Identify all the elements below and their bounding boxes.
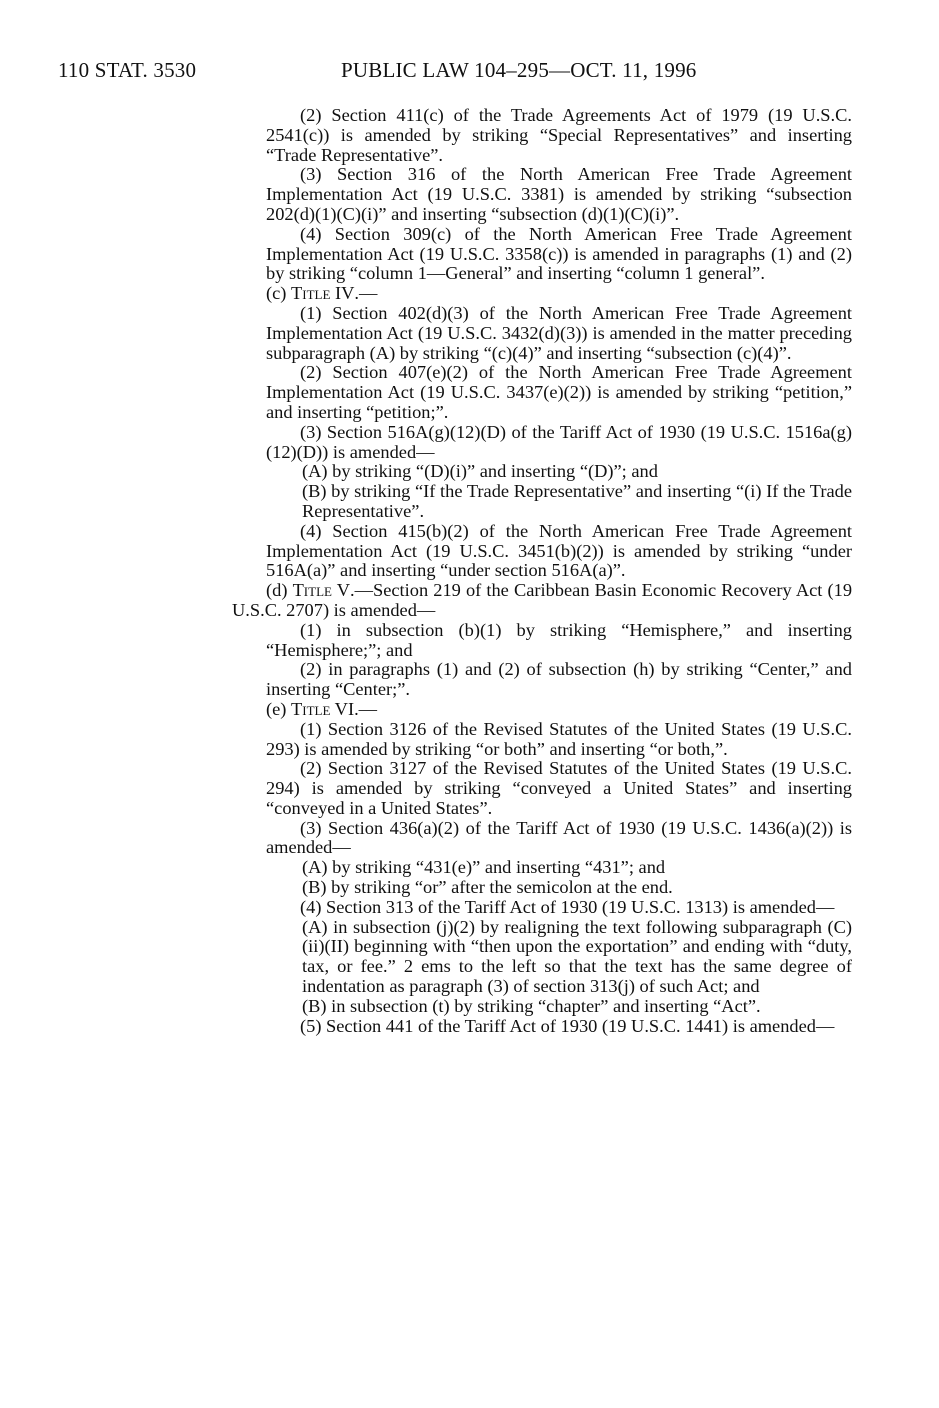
paragraph: (1) in subsection (b)(1) by striking “Hemisphere,” and inserting “Hemisphere;”; and xyxy=(266,619,852,660)
paragraph: (4) Section 313 of the Tariff Act of 1930 (19 U.S.C. 1313) is amended— xyxy=(300,896,835,917)
section-heading: (d) Title V.—Section 219 of the Caribbean Basin Economic Recovery Act (19 U.S.C. 2707) is amended— xyxy=(232,580,853,620)
paragraph: (4) Section 309(c) of the North American Free Trade Agreement Implementation Act (19 U.S.C. 3358(c)) is amended in paragraphs (1) and (2) by striking “column 1—General” and inserting “column 1 general”. xyxy=(266,223,852,284)
subparagraph: (B) in subsection (t) by striking “chapter” and inserting “Act”. xyxy=(302,995,761,1016)
subparagraph: (A) by striking “431(e)” and inserting “431”; and xyxy=(302,857,666,878)
paragraph: (3) Section 516A(g)(12)(D) of the Tariff Act of 1930 (19 U.S.C. 1516a(g)(12)(D)) is amended— xyxy=(266,421,852,462)
statute-page-number: 110 STAT. 3530 xyxy=(58,58,197,82)
subparagraph: (A) in subsection (j)(2) by realigning the text following subparagraph (C)(ii)(II) beginning with “then upon the exportation” and ending with “duty, tax, or fee.” 2 ems to the left so that the text has the same degree of indentation as paragraph (3) of section 313(j) of such Act; and xyxy=(302,916,852,997)
subparagraph: (B) by striking “or” after the semicolon at the end. xyxy=(302,877,673,898)
subparagraph: (A) by striking “(D)(i)” and inserting “(D)”; and xyxy=(302,461,658,482)
paragraph: (2) in paragraphs (1) and (2) of subsection (h) by striking “Center,” and inserting “Center;”. xyxy=(266,659,852,700)
paragraph: (3) Section 436(a)(2) of the Tariff Act of 1930 (19 U.S.C. 1436(a)(2)) is amended— xyxy=(266,817,852,858)
paragraph: (2) Section 407(e)(2) of the North American Free Trade Agreement Implementation Act (19 U.S.C. 3437(e)(2)) is amended by striking “petition,” and inserting “petition;”. xyxy=(266,362,852,422)
paragraph: (2) Section 3127 of the Revised Statutes of the United States (19 U.S.C. 294) is amended by striking “conveyed a United States” and inserting “conveyed in a United States”. xyxy=(266,758,852,818)
section-heading: (e) Title VI.— xyxy=(266,698,378,719)
subparagraph: (B) by striking “If the Trade Representative” and inserting “(i) If the Trade Representative”. xyxy=(302,481,852,521)
paragraph: (3) Section 316 of the North American Free Trade Agreement Implementation Act (19 U.S.C. 3381) is amended by striking “subsection 202(d)(1)(C)(i)” and inserting “subsection (d)(1)(C)(i)”. xyxy=(266,164,852,224)
section-heading: (c) Title IV.— xyxy=(266,283,378,304)
body-text xyxy=(232,105,853,1036)
paragraph: (1) Section 402(d)(3) of the North American Free Trade Agreement Implementation Act (19 U.S.C. 3432(d)(3)) is amended in the matter preceding subparagraph (A) by striking “(c)(4)” and inserting “subsection (c)(4)”. xyxy=(266,302,852,363)
paragraph: (2) Section 411(c) of the Trade Agreements Act of 1979 (19 U.S.C. 2541(c)) is amended by striking “Special Representatives” and inserting “Trade Representative”. xyxy=(266,105,852,165)
paragraph: (5) Section 441 of the Tariff Act of 1930 (19 U.S.C. 1441) is amended— xyxy=(300,1015,835,1036)
paragraph: (1) Section 3126 of the Revised Statutes of the United States (19 U.S.C. 293) is amended by striking “or both” and inserting “or both,”. xyxy=(266,718,852,759)
paragraph: (4) Section 415(b)(2) of the North American Free Trade Agreement Implementation Act (19 U.S.C. 3451(b)(2)) is amended by striking “under 516A(a)” and inserting “under section 516A(a)”. xyxy=(266,520,852,581)
public-law-citation: PUBLIC LAW 104–295—OCT. 11, 1996 xyxy=(341,58,697,82)
